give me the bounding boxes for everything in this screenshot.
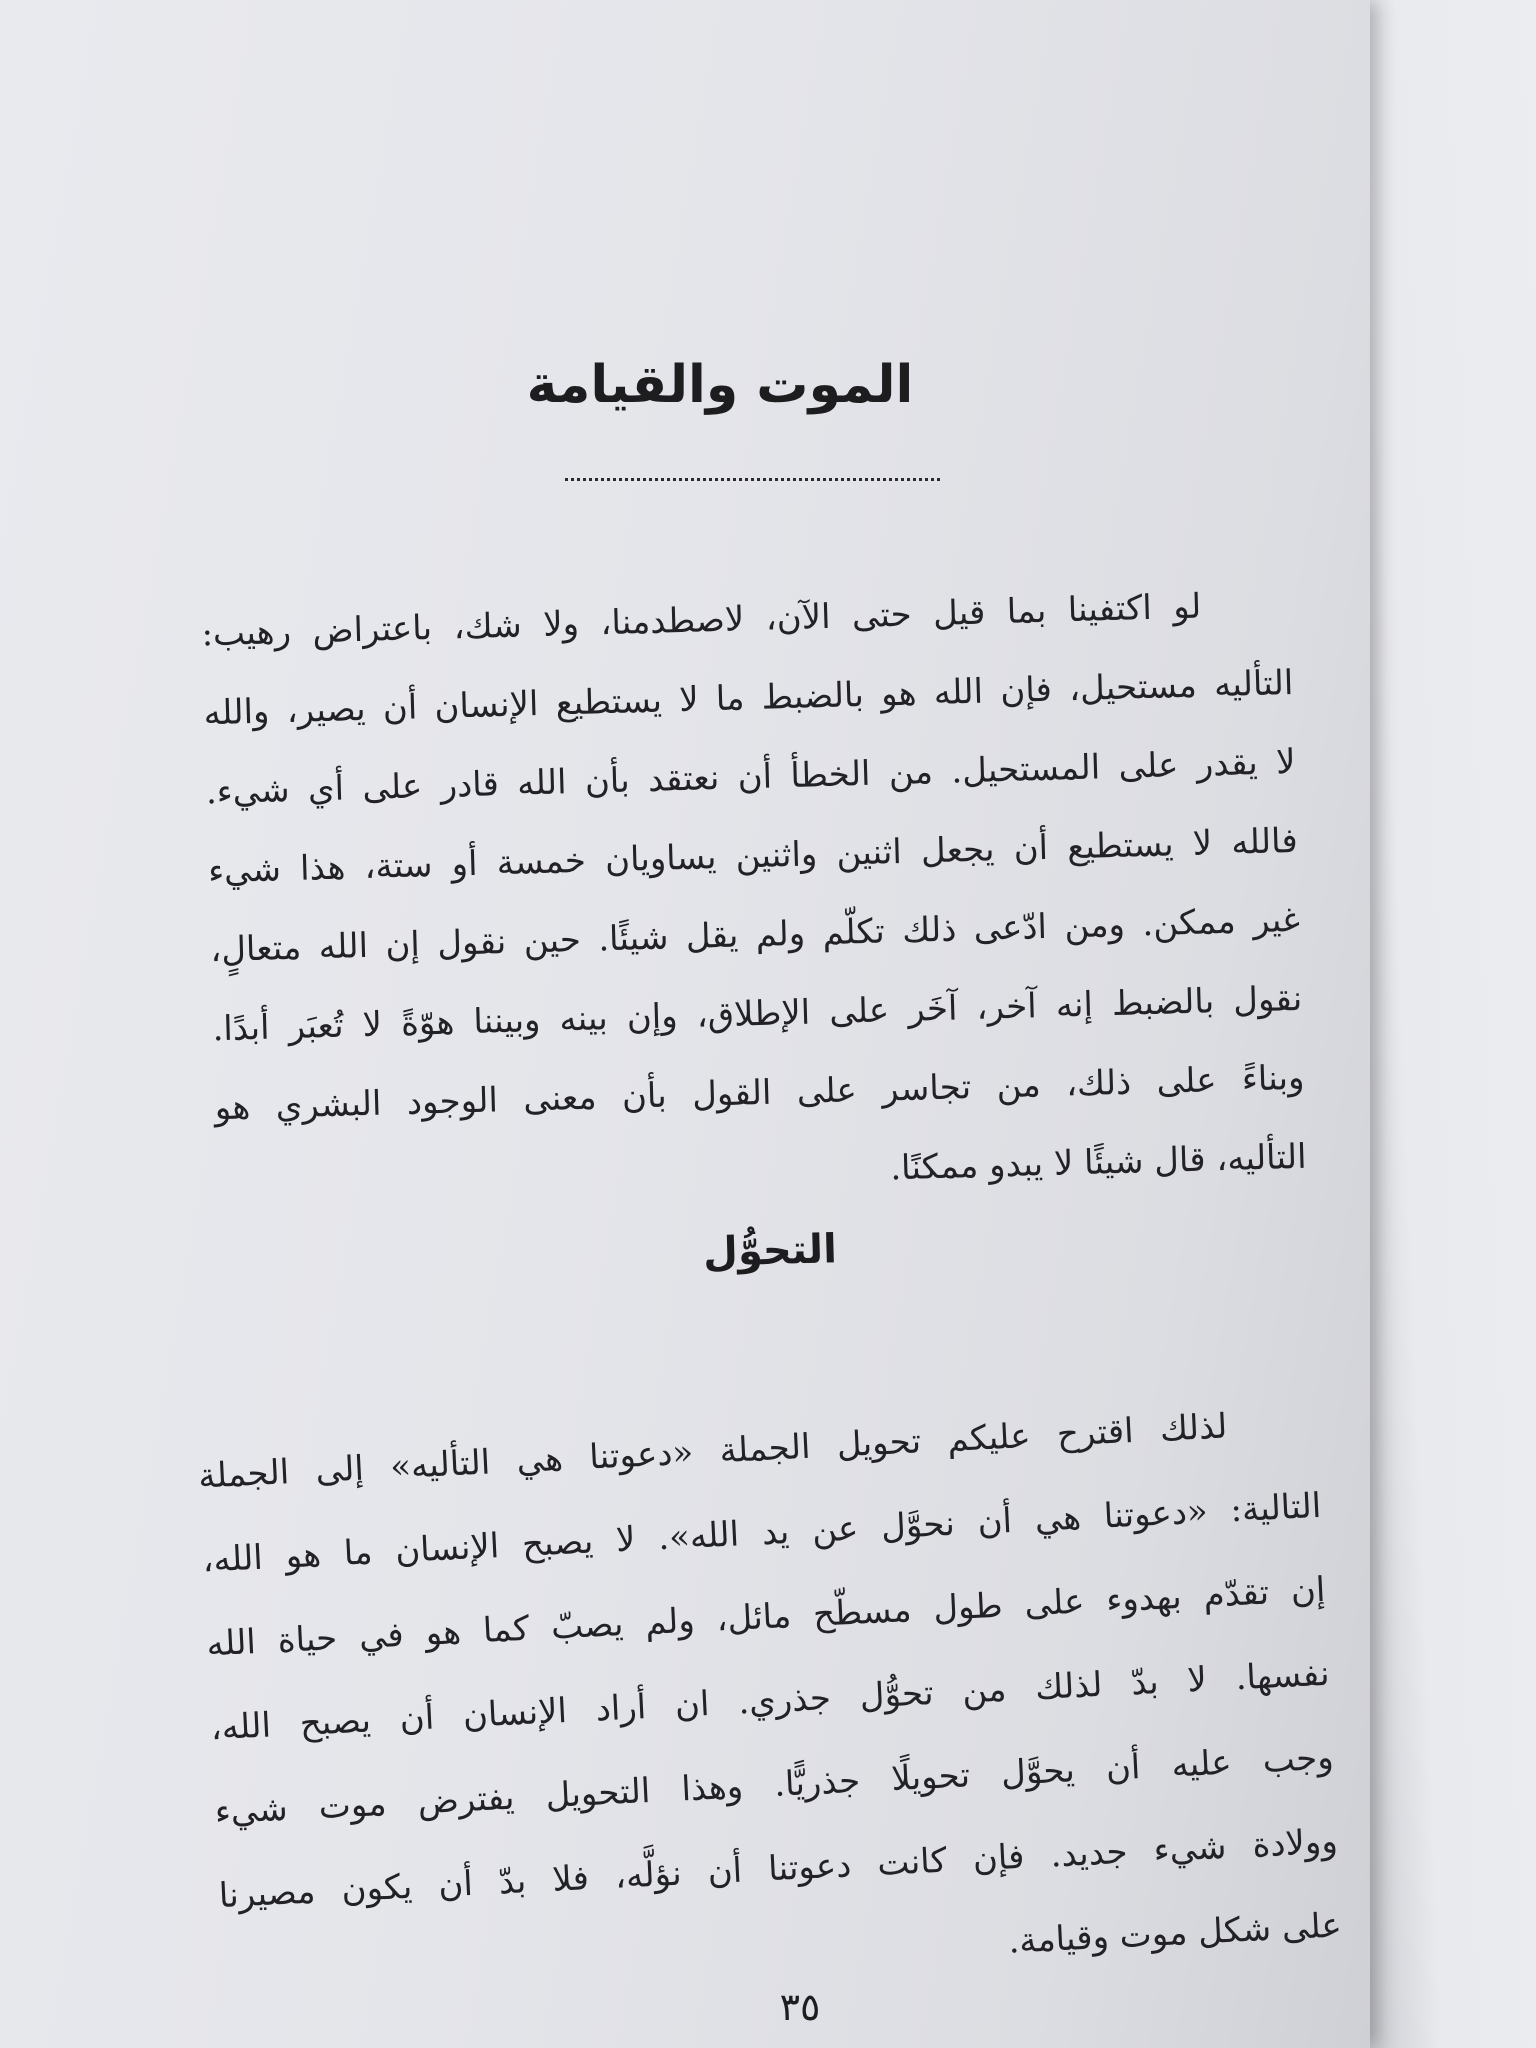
paragraph-line: نقول بالضبط إنه آخر، آخَر على الإطلاق، وإن بينه وبيننا هوّةً لا تُعبَر أبدًا.: [211, 978, 1303, 1050]
paragraph-line: إن تقدّم بهدوء على طول مسطّح مائل، ولم يصبّ كما هو في حياة الله: [205, 1569, 1327, 1665]
page-number: ٣٥: [779, 1985, 821, 2029]
paragraph-line: وولادة شيء جديد. فإن كانت دعوتنا أن نؤلَّه، فلا بدّ أن يكون مصيرنا: [217, 1821, 1339, 1917]
paragraph-line: نفسها. لا بدّ لذلك من تحوُّل جذري. ان أراد الإنسان أن يصبح الله،: [209, 1653, 1331, 1749]
paragraph-line: لذلك اقترح عليكم تحويل الجملة «دعوتنا هي التأليه» إلى الجملة: [197, 1406, 1229, 1497]
facing-page-text: [1342, 0, 1536, 830]
paragraph-line: فالله لا يستطيع أن يجعل اثنين واثنين يساويان خمسة أو ستة، هذا شيء: [207, 820, 1299, 892]
paragraph-line: وجب عليه أن يحوَّل تحويلًا جذريًّا. وهذا التحويل يفترض موت شيء: [213, 1737, 1335, 1833]
paragraph-line: لو اكتفينا بما قيل حتى الآن، لاصطدمنا، ولا شك، باعتراض رهيب:: [200, 586, 1202, 655]
paragraph-line: لا يقدر على المستحيل. من الخطأ أن نعتقد بأن الله قادر على أي شيء.: [205, 741, 1297, 813]
title-dotted-rule: [565, 478, 940, 481]
paragraph-line: التأليه، قال شيئًا لا يبدو ممكنًا.: [889, 1136, 1308, 1189]
paragraph-line: غير ممكن. ومن ادّعى ذلك تكلّم ولم يقل شيئًا. حين نقول إن الله متعالٍ،: [209, 899, 1301, 971]
paragraph-line: على شكل موت وقيامة.: [1007, 1905, 1343, 1962]
paragraph-line: وبناءً على ذلك، من تجاسر على القول بأن معنى الوجود البشري هو: [214, 1057, 1305, 1129]
paragraph-line: التالية: «دعوتنا هي أن نحوَّل عن يد الله». لا يصبح الإنسان ما هو الله،: [201, 1485, 1323, 1581]
paragraph-1: [200, 565, 1307, 1227]
paragraph-2: [196, 1380, 1343, 2022]
section-title: التحوُّل: [702, 1226, 838, 1276]
chapter-title: الموت والقيامة: [526, 355, 914, 415]
paragraph-line: التأليه مستحيل، فإن الله هو بالضبط ما لا يستطيع الإنسان أن يصير، والله: [203, 662, 1294, 734]
